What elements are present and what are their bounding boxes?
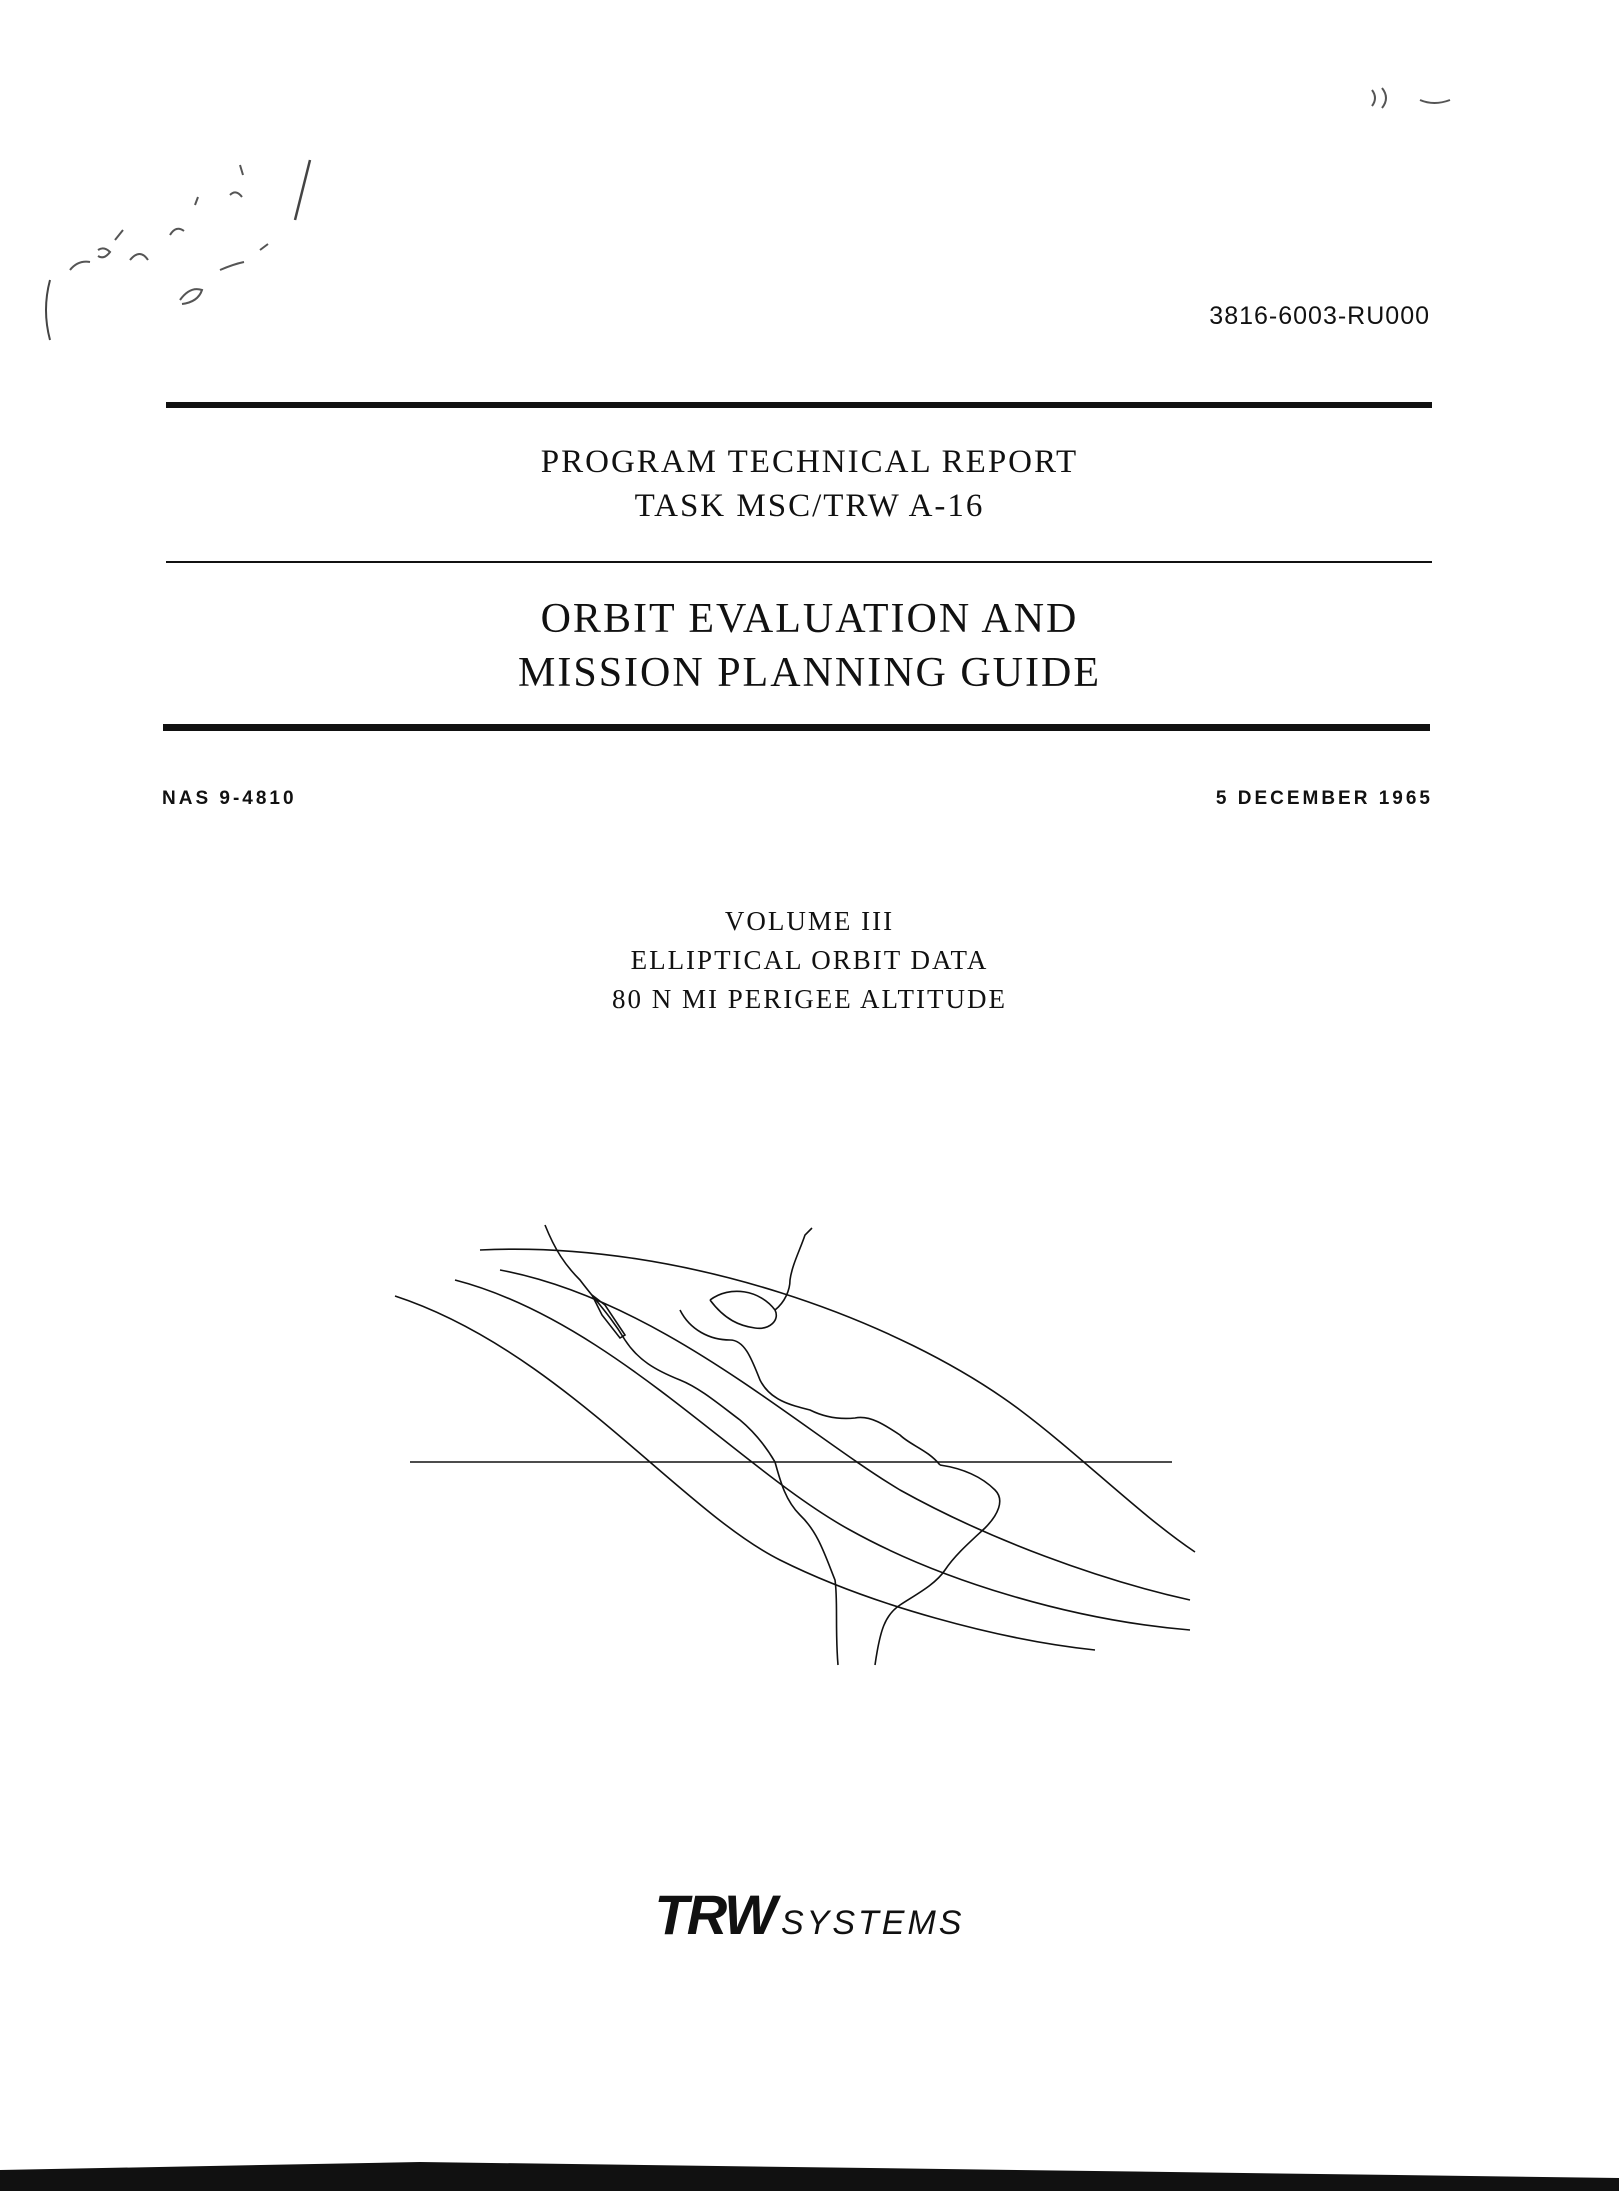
handwritten-mark — [1360, 70, 1480, 130]
orbit-track-2 — [455, 1280, 1190, 1630]
title-line-1: ORBIT EVALUATION AND — [540, 596, 1079, 642]
orbit-track-3 — [500, 1270, 1190, 1600]
logo-systems: SYSTEMS — [781, 1904, 965, 1942]
scan-edge-bar — [0, 2162, 1619, 2191]
continent-outline — [545, 1225, 838, 1665]
task-number: TASK MSC/TRW A-16 — [634, 488, 985, 524]
south-america-outline — [875, 1465, 1000, 1665]
volume-subject: ELLIPTICAL ORBIT DATA — [630, 945, 989, 975]
report-heading — [0, 440, 1619, 528]
bottom-rule — [163, 724, 1430, 731]
title-line-2: MISSION PLANNING GUIDE — [518, 650, 1101, 696]
ground-track-map — [380, 1210, 1220, 1670]
contract-number: NAS 9-4810 — [162, 788, 297, 809]
gulf-outline — [710, 1228, 812, 1328]
company-logo — [0, 1882, 1619, 1947]
report-date: 5 DECEMBER 1965 — [1215, 788, 1433, 809]
middle-rule — [166, 561, 1432, 563]
central-america-outline — [680, 1310, 940, 1465]
volume-info — [0, 902, 1619, 1019]
orbit-track-4 — [480, 1249, 1195, 1552]
logo-trw: TRW — [654, 1883, 775, 1946]
document-title — [0, 592, 1619, 700]
volume-number: VOLUME III — [724, 906, 895, 936]
top-rule — [166, 402, 1432, 408]
report-type: PROGRAM TECHNICAL REPORT — [540, 444, 1079, 480]
document-number: 3816-6003-RU000 — [1209, 302, 1430, 330]
volume-altitude: 80 N MI PERIGEE ALTITUDE — [612, 984, 1007, 1014]
handwritten-annotation — [20, 110, 340, 350]
